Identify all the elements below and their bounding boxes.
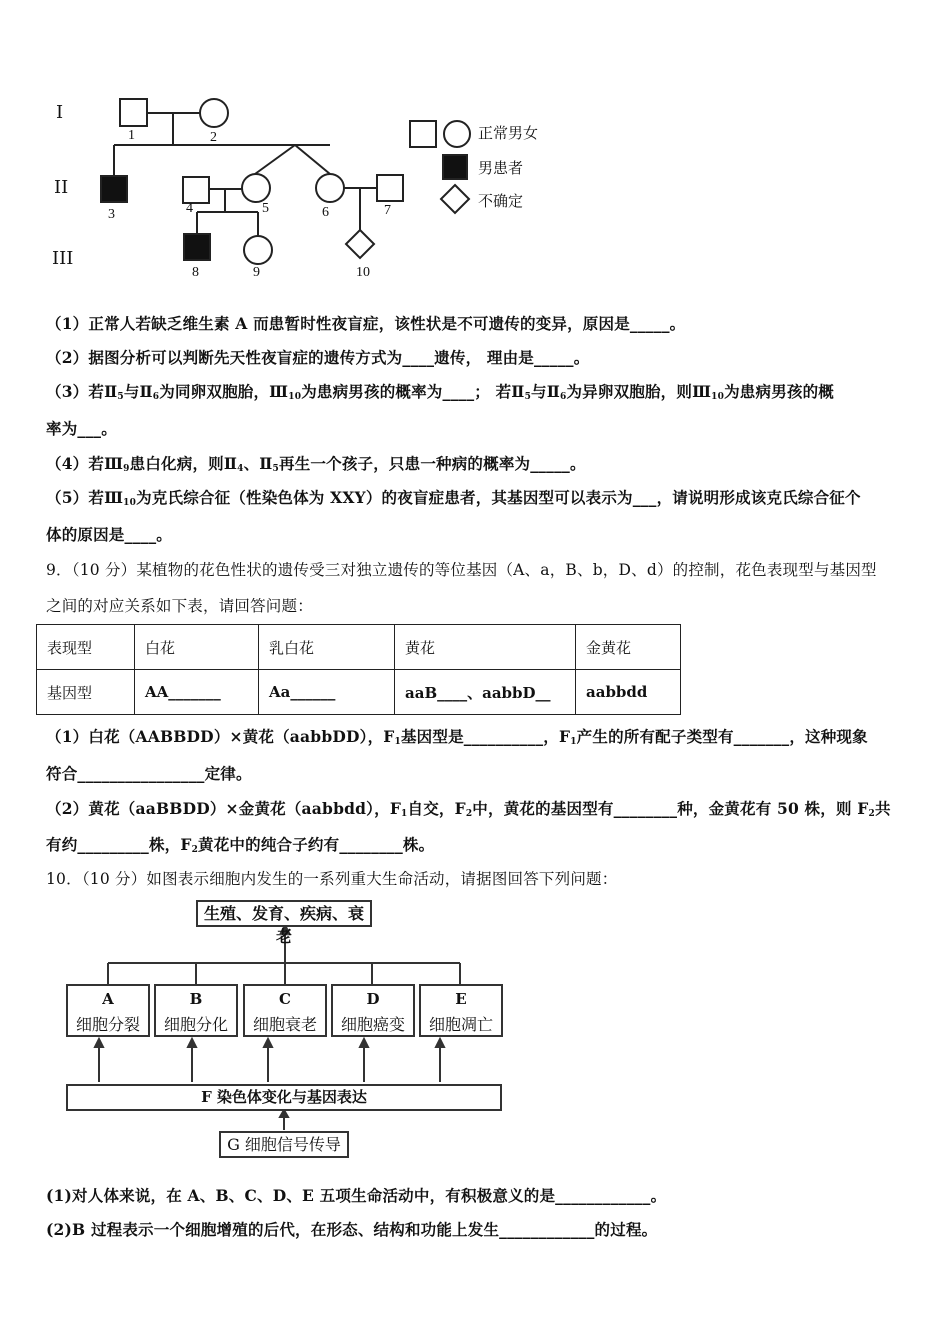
individual-2-label: 2	[210, 130, 217, 145]
table-cell: aaB____、aabbD__	[395, 670, 576, 715]
generation-label-2: II	[54, 177, 69, 198]
q8-part-2: （2）据图分析可以判断先天性夜盲症的遗传方式为____遗传， 理由是_____。	[46, 348, 590, 367]
table-cell: 表现型	[37, 625, 135, 670]
cell-signaling-box: G 细胞信号传导	[219, 1131, 349, 1158]
legend-affected-text: 男患者	[478, 159, 524, 177]
q8-part-5-line2: 体的原因是____。	[46, 525, 173, 544]
q8-part-4: （4）若$Ⅲ_9$患白化病，则$Ⅱ_4$、$Ⅱ_5$再生一个孩子，只患一种病的概率为_____。	[46, 454, 586, 474]
table-cell: Aa______	[259, 670, 395, 715]
q10-part-1: (1)对人体来说，在 A、B、C、D、E 五项生命活动中，有积极意义的是____________。	[46, 1186, 667, 1205]
q9-heading-line1: 9．（10 分）某植物的花色性状的遗传受三对独立遗传的等位基因（A、a，B、b，D、d）的控制，花色表现型与基因型	[46, 561, 877, 579]
individual-8-label: 8	[192, 265, 199, 280]
table-cell: 乳白花	[259, 625, 395, 670]
table-cell: AA_______	[135, 670, 259, 715]
q9-part-1-line2: 符合________________定律。	[46, 764, 252, 783]
individual-3-label: 3	[108, 207, 115, 222]
q8-part-1: （1）正常人若缺乏维生素 A 而患暂时性夜盲症，该性状是不可遗传的变异，原因是_____。	[46, 314, 686, 333]
individual-9-label: 9	[253, 265, 260, 280]
table-cell: 金黄花	[576, 625, 681, 670]
individual-6-label: 6	[322, 205, 329, 220]
q10-part-2: (2)B 过程表示一个细胞增殖的后代，在形态、结构和功能上发生____________的过程。	[46, 1220, 658, 1239]
legend-uncertain-text: 不确定	[478, 192, 524, 210]
q9-heading-line2: 之间的对应关系如下表，请回答问题：	[46, 597, 313, 615]
table-cell: 黄花	[395, 625, 576, 670]
legend-normal-text: 正常男女	[478, 124, 539, 142]
q9-part-2-line2: 有约_________株，$F_2$黄花中的纯合子约有________株。	[46, 835, 435, 855]
activity-box-d: D 细胞癌变	[331, 984, 415, 1037]
individual-1-label: 1	[128, 128, 135, 143]
individual-7-label: 7	[384, 203, 391, 218]
q9-part-2-line1: （2）黄花（aaBBDD）×金黄花（aabbdd），$F_1$自交，$F_2$中，黄花的基因型有________种，金黄花有 50 株，则 $F_2$共	[46, 799, 891, 819]
activity-box-a: A 细胞分裂	[66, 984, 150, 1037]
q8-part-3-line1: （3）若$Ⅱ_5$与$Ⅱ_6$为同卵双胞胎，$Ⅲ_{10}$为患病男孩的概率为____； 若$Ⅱ_5$与$Ⅱ_6$为异卵双胞胎，则$Ⅲ_{10}$为患病男孩的概	[46, 382, 834, 402]
generation-label-3: III	[52, 248, 74, 269]
individual-10-label: 10	[356, 265, 370, 280]
activity-box-c: C 细胞衰老	[243, 984, 327, 1037]
individual-5-label: 5	[262, 201, 269, 216]
generation-label-1: I	[56, 102, 64, 123]
individual-4-label: 4	[186, 201, 193, 216]
q8-part-5-line1: （5）若$Ⅲ_{10}$为克氏综合征（性染色体为 XXY）的夜盲症患者，其基因型可以表示为___，请说明形成该克氏综合征个	[46, 488, 861, 508]
outcome-box: 生殖、发育、疾病、衰老	[196, 900, 372, 927]
q10-heading: 10．（10 分）如图表示细胞内发生的一系列重大生命活动，请据图回答下列问题：	[46, 870, 618, 888]
table-cell: aabbdd	[576, 670, 681, 715]
activity-box-e: E 细胞凋亡	[419, 984, 503, 1037]
q9-part-1-line1: （1）白花（AABBDD）×黄花（aabbDD），$F_1$基因型是__________，$F_1$产生的所有配子类型有_______，这种现象	[46, 727, 868, 747]
activity-box-b: B 细胞分化	[154, 984, 238, 1037]
q8-part-3-line2: 率为___。	[46, 419, 117, 438]
table-cell: 白花	[135, 625, 259, 670]
chromosome-gene-expression-box: F 染色体变化与基因表达	[66, 1084, 502, 1111]
table-cell: 基因型	[37, 670, 135, 715]
